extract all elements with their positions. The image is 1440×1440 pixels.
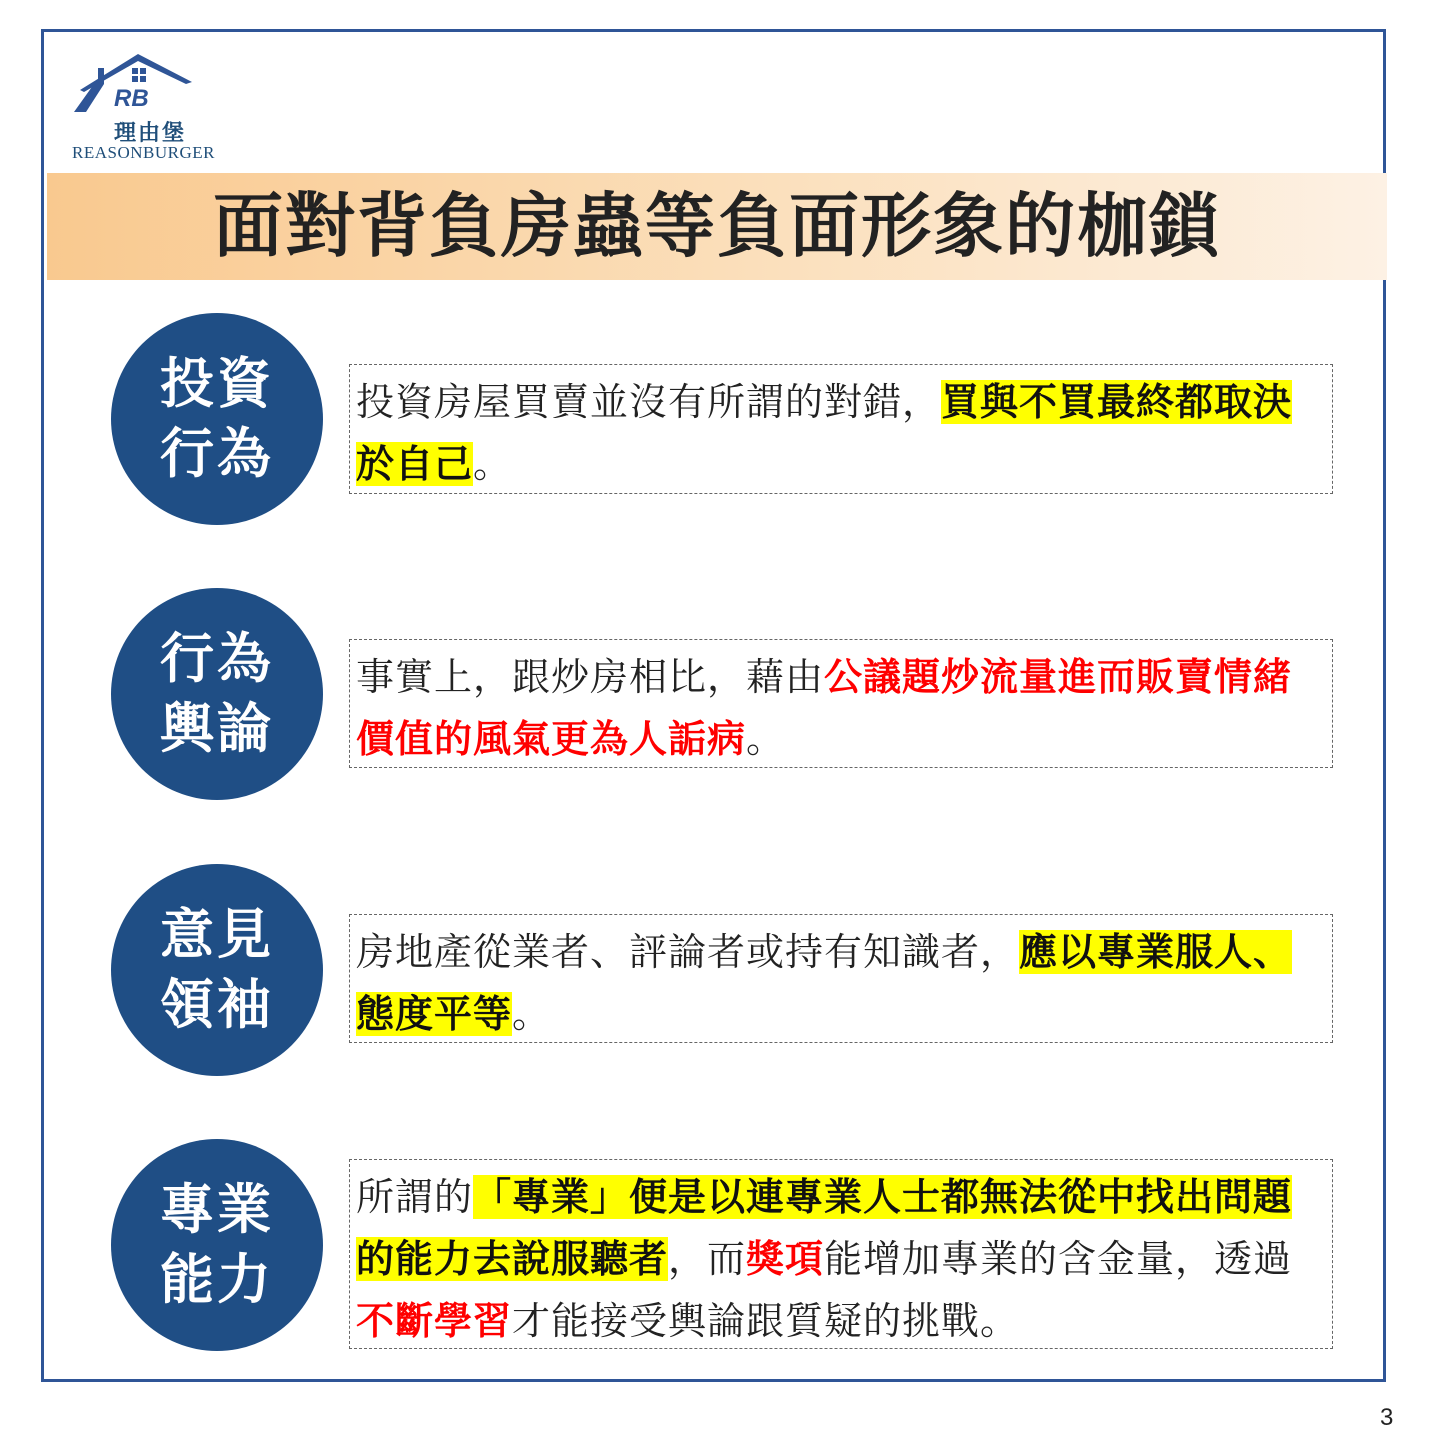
- svg-text:RB: RB: [114, 85, 149, 112]
- section-label-circle: [111, 864, 323, 1076]
- text-highlight: 買與不買最終都取決於自己: [356, 380, 1293, 486]
- section-label-line1: 意見: [160, 903, 274, 966]
- text-normal: 。: [473, 442, 513, 486]
- section-label-line2: 行為: [160, 422, 274, 485]
- section-label-line1: 行為: [160, 627, 274, 690]
- brand-logo: [70, 48, 220, 163]
- text-normal: 。: [512, 992, 552, 1036]
- text-normal: 能增加專業的含金量，透過: [824, 1237, 1293, 1281]
- section-label-circle: [111, 588, 323, 800]
- text-normal: 。: [746, 717, 786, 761]
- text-emphasis: 公議題炒流量進而販賣情緒價值的風氣更為人詬病: [356, 655, 1293, 761]
- section-label-line1: 專業: [160, 1178, 274, 1241]
- section-text-box: [349, 914, 1333, 1043]
- page-title: 面對背負房蟲等負面形象的枷鎖: [213, 185, 1221, 267]
- section-label-line2: 領袖: [160, 973, 274, 1036]
- text-emphasis: 不斷學習: [356, 1299, 513, 1343]
- text-normal: 才能接受輿論跟質疑的挑戰。: [512, 1299, 1020, 1343]
- house-logo-icon: [70, 48, 200, 120]
- page-number: 3: [1380, 1404, 1394, 1431]
- section-label-circle: [111, 1139, 323, 1351]
- section-label-line2: 輿論: [160, 697, 274, 760]
- text-normal: 投資房屋買賣並沒有所謂的對錯，: [356, 380, 942, 424]
- logo-name-cn: 理由堡: [113, 120, 186, 146]
- logo-name-en: REASONBURGER: [72, 143, 215, 162]
- text-normal: 事實上，跟炒房相比，藉由: [356, 655, 825, 699]
- section-label-line2: 能力: [160, 1248, 274, 1311]
- text-highlight: 應以專業服人、態度平等: [356, 930, 1293, 1036]
- text-highlight: 「專業」便是以連專業人士都無法從中找出問題的能力去說服聽者: [356, 1175, 1293, 1281]
- text-normal: ，而: [668, 1237, 747, 1281]
- section-text-box: [349, 1159, 1333, 1349]
- section-label-line1: 投資: [160, 352, 274, 415]
- section-text-box: [349, 364, 1333, 494]
- section-text-box: [349, 639, 1333, 768]
- text-normal: 房地產從業者、評論者或持有知識者，: [356, 930, 1020, 974]
- section-label-circle: [111, 313, 323, 525]
- text-emphasis: 獎項: [746, 1237, 825, 1281]
- text-normal: 所謂的: [356, 1175, 474, 1219]
